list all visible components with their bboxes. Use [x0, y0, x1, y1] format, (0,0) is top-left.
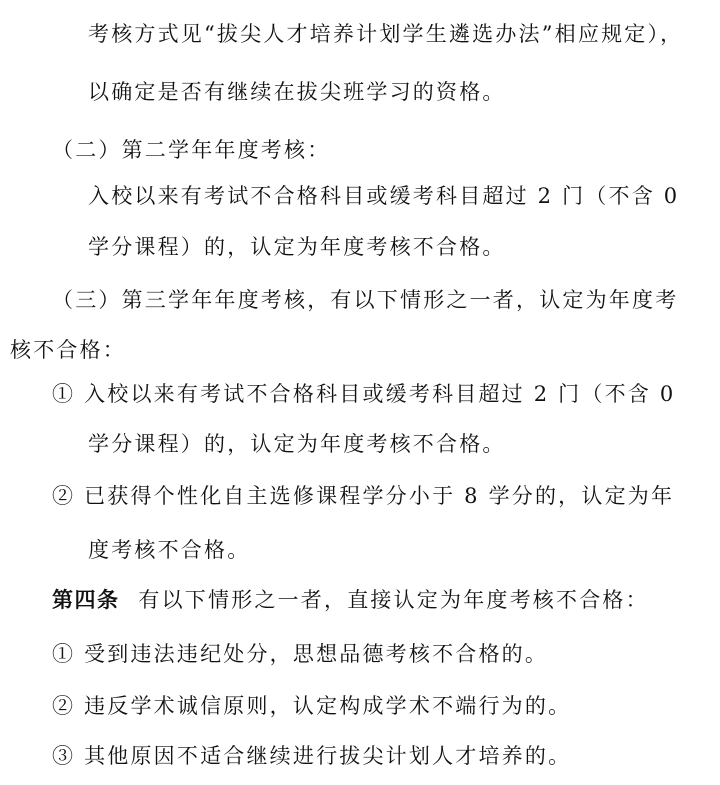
text-line-1: 考核方式见“拔尖人才培养计划学生遴选办法”相应规定），: [88, 22, 684, 46]
list-item-4-3: ③ 其他原因不适合继续进行拔尖计划人才培养的。: [52, 744, 572, 768]
text-line-11: 度考核不合格。: [88, 538, 251, 562]
text-line-2: 以确定是否有继续在拔尖班学习的资格。: [88, 80, 506, 104]
article-label: 第四条: [52, 587, 120, 612]
text-line-4: 入校以来有考试不合格科目或缓考科目超过 2 门（不含 0: [88, 184, 680, 208]
section-heading-3: （三）第三学年年度考核，有以下情形之一者，认定为年度考: [52, 288, 679, 312]
text-line-5: 学分课程）的，认定为年度考核不合格。: [88, 235, 506, 259]
article-4-line: [52, 586, 649, 614]
list-item-3-2: ② 已获得个性化自主选修课程学分小于 8 学分的，认定为年: [52, 484, 675, 508]
article-4-text: 有以下情形之一者，直接认定为年度考核不合格：: [138, 588, 649, 612]
text-line-7: 核不合格：: [10, 338, 126, 362]
text-line-9: 学分课程）的，认定为年度考核不合格。: [88, 432, 506, 456]
list-item-4-2: ② 违反学术诚信原则，认定构成学术不端行为的。: [52, 694, 572, 718]
list-item-3-1: ① 入校以来有考试不合格科目或缓考科目超过 2 门（不含 0: [52, 382, 676, 406]
section-heading-2: （二）第二学年年度考核：: [52, 138, 331, 162]
list-item-4-1: ① 受到违法违纪处分，思想品德考核不合格的。: [52, 642, 549, 666]
